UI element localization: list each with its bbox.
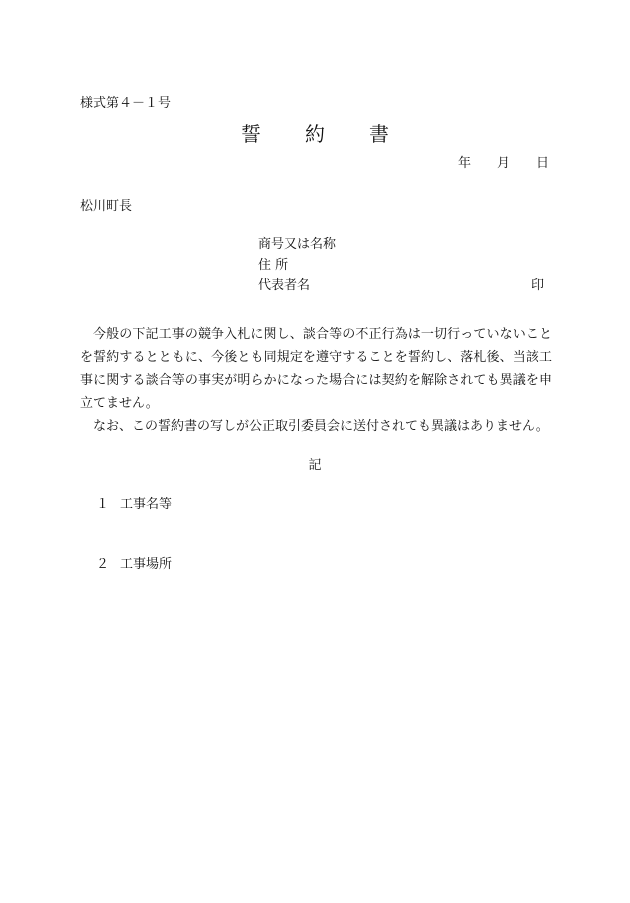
item-number: １: [96, 497, 110, 512]
document-title: [0, 124, 630, 144]
representative-label: 代表者名: [258, 278, 311, 293]
title-char-3: 書: [369, 122, 389, 146]
item-number: ２: [96, 557, 110, 572]
date-day: 日: [536, 156, 550, 171]
item-construction-name: [96, 498, 172, 511]
form-number: 様式第４－１号: [80, 96, 172, 111]
addressee: 松川町長: [80, 199, 133, 214]
date-year: 年: [458, 156, 472, 171]
item-label: 工事場所: [120, 557, 173, 572]
item-label: 工事名等: [120, 497, 173, 512]
address-label: 住 所: [258, 258, 289, 273]
date-month: 月: [497, 156, 511, 171]
date-line: [458, 157, 549, 170]
company-name-label: 商号又は名称: [258, 237, 337, 252]
pledge-body: [80, 323, 552, 438]
item-construction-site: [96, 558, 172, 571]
pledge-paragraph-2: なお、この誓約書の写しが公正取引委員会に送付されても異議はありません。: [93, 419, 549, 434]
title-char-2: 約: [305, 122, 325, 146]
ki-heading: 記: [308, 458, 322, 473]
pledge-paragraph-1: 今般の下記工事の競争入札に関し、談合等の不正行為は一切行っていないことを誓約するとともに、今後とも同規定を遵守することを誓約し、落札後、当該工事に関する談合等の事実が明らかになった場合には契約を解除されても異議を申立てません。: [80, 327, 552, 411]
title-char-1: 誓: [241, 122, 261, 146]
seal-mark: 印: [531, 278, 545, 293]
